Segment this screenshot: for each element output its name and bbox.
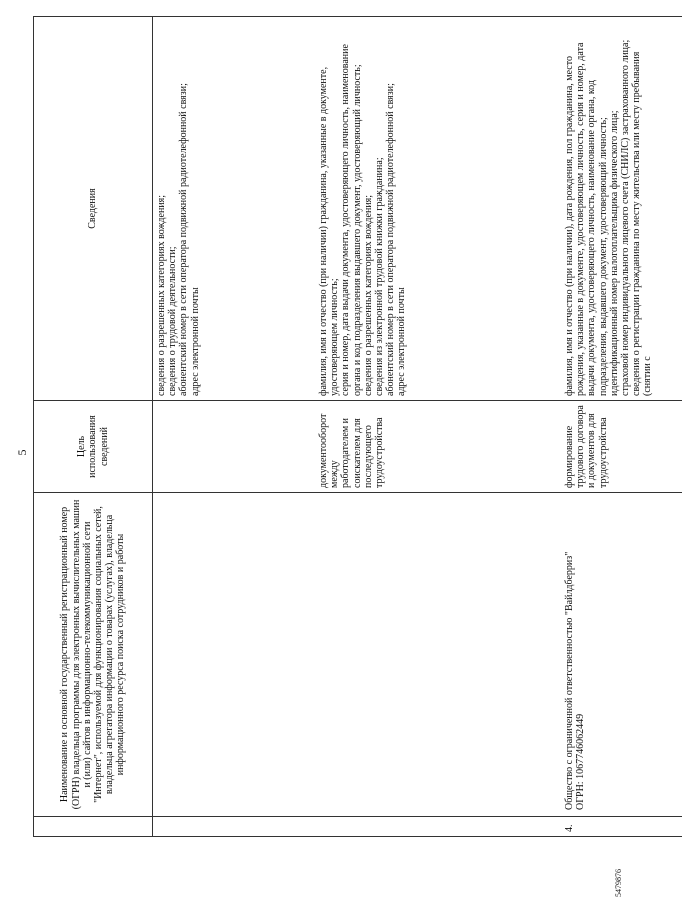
- row-number: 4.: [561, 817, 682, 837]
- data-item: абонентский номер в сети оператора подвижной радиотелефонной связи;: [385, 83, 397, 396]
- header-owner: Наименование и основной государственный регистрационный номер (ОГРН) владельца программы для электронных вычислительных машин и (или) сайтов в информационно-телекоммуникационной сети "Интернет", используемой для функционирования социальных сетей, владельца агрегатора информации о товарах (услугах), владельца информационного ресурса поиска сотрудников и работы: [34, 493, 153, 817]
- data-list: [564, 21, 654, 396]
- table-row: [153, 17, 316, 837]
- data-item: сведения из электронной трудовой книжки гражданина;: [373, 157, 385, 396]
- data-item: фамилия, имя и отчество (при наличии), дата рождения, пол гражданина, место рождения, указанные в документе, удостоверяющем личность, серия и номер, дата выдачи документа, удостоверяющего личность, наименование органа, код подразделения, выдавшего документ, удостоверяющий личность;: [564, 42, 609, 396]
- data-item: сведения о разрешенных категориях вождения;: [156, 194, 167, 396]
- data-list: [156, 21, 201, 396]
- row-purpose: [153, 401, 316, 493]
- header-row: [34, 17, 153, 837]
- data-table: [33, 16, 682, 837]
- row-data: [561, 17, 682, 401]
- header-number: [34, 817, 153, 837]
- row-data: [315, 17, 561, 401]
- data-item: абонентский номер в сети оператора подвижной радиотелефонной связи;: [178, 83, 190, 396]
- data-item: серия и номер, дата выдачи документа, удостоверяющего личность, наименование органа и код подразделения выдавшего документ, удостоверяющий личность;: [340, 44, 363, 396]
- row-owner: [315, 493, 561, 817]
- data-item: сведения о разрешенных категориях вождения;: [362, 194, 374, 396]
- data-item: сведения о регистрации гражданина по месту жительства или месту пребывания (снятии с: [631, 51, 654, 396]
- row-owner: [561, 493, 682, 817]
- row-owner: [153, 493, 316, 817]
- row-purpose: документооборот между работодателем и соискателем для последующего трудоустройства: [315, 401, 561, 493]
- row-purpose: формирование трудового договора и документов для трудоустройства: [561, 401, 682, 493]
- data-item: страховой номер индивидуального лицевого счета (СНИЛС) застрахованного лица;: [619, 39, 631, 396]
- row-number: [153, 817, 316, 837]
- data-item: адрес электронной почты: [396, 287, 408, 396]
- header-data: Сведения: [34, 17, 153, 401]
- data-item: идентификационный номер налогоплательщика физического лица;: [608, 110, 620, 396]
- data-list: [318, 21, 408, 396]
- data-item: сведения о трудовой деятельности;: [167, 246, 179, 396]
- row-number: [315, 817, 561, 837]
- org-ogrn: ОГРН: 1067746062449: [575, 713, 587, 810]
- header-purpose: Цель использования сведений: [34, 401, 153, 493]
- table-row: [561, 17, 682, 837]
- row-data: [153, 17, 316, 401]
- data-item: фамилия, имя и отчество (при наличии) гражданина, указанные в документе, удостоверяющем личность;: [318, 66, 341, 396]
- table-row: [315, 17, 561, 837]
- document-id: 5479876: [614, 869, 623, 897]
- page-number: 5: [15, 449, 29, 456]
- org-name: Общество с ограниченной ответственностью "Вайлдберриз": [564, 551, 575, 810]
- data-item: адрес электронной почты: [189, 287, 201, 396]
